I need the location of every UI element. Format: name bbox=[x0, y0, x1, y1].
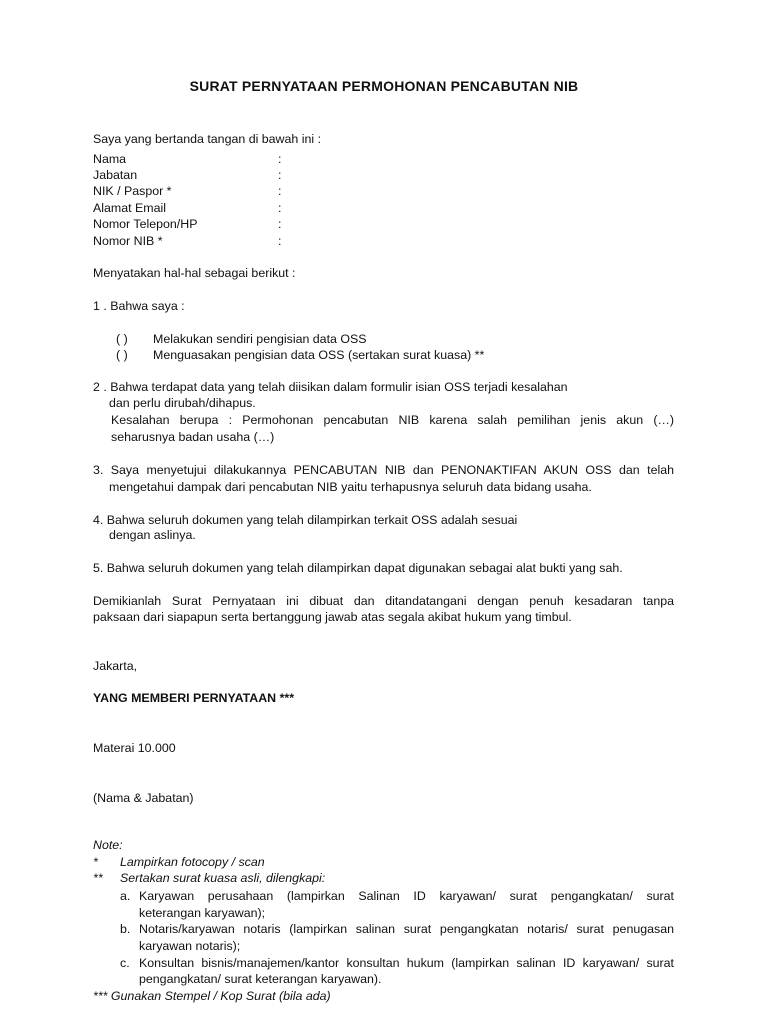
closing-line-1: Demikianlah Surat Pernyataan ini dibuat dan ditandatangani dengan penuh kesadaran tanpa bbox=[93, 594, 674, 608]
note-item-a-line-2: keterangan karyawan); bbox=[139, 906, 266, 920]
statement-intro: Menyatakan hal-hal sebagai berikut : bbox=[93, 266, 296, 280]
field-colon-email: : bbox=[278, 201, 282, 215]
place-text: Jakarta, bbox=[93, 659, 138, 673]
point-3-line-1: 3. Saya menyetujui dilakukannya PENCABUTAN NIB dan PENONAKTIFAN AKUN OSS dan telah bbox=[93, 463, 674, 477]
stamp-text: Materai 10.000 bbox=[93, 741, 176, 755]
note-item-b-line-2: karyawan notaris); bbox=[139, 939, 241, 953]
point-1-text: 1 . Bahwa saya : bbox=[93, 299, 185, 313]
note-3-text: *** Gunakan Stempel / Kop Surat (bila ada) bbox=[93, 989, 331, 1003]
point-2-line-1: 2 . Bahwa terdapat data yang telah diisikan dalam formulir isian OSS terjadi kesalahan bbox=[93, 380, 568, 394]
intro-text: Saya yang bertanda tangan di bawah ini : bbox=[93, 132, 322, 146]
field-colon-nib: : bbox=[278, 234, 282, 248]
point-2-line-2: dan perlu dirubah/dihapus. bbox=[109, 396, 256, 410]
note-item-c-line-2: pengangkatan/ surat keterangan karyawan). bbox=[139, 972, 382, 986]
note-item-b-mark: b. bbox=[120, 922, 131, 936]
point-3-line-2: mengetahui dampak dari pencabutan NIB yaitu terhapusnya seluruh data bidang usaha. bbox=[109, 480, 592, 494]
field-colon-telepon: : bbox=[278, 217, 282, 231]
name-title-text: (Nama & Jabatan) bbox=[93, 791, 194, 805]
note-2-mark: ** bbox=[93, 871, 103, 885]
field-label-telepon: Nomor Telepon/HP bbox=[93, 217, 198, 231]
field-label-email: Alamat Email bbox=[93, 201, 166, 215]
document-title: SURAT PERNYATAAN PERMOHONAN PENCABUTAN NIB bbox=[189, 78, 579, 94]
note-item-c-mark: c. bbox=[120, 956, 130, 970]
option-2-box: ( ) bbox=[116, 348, 128, 362]
field-colon-nik: : bbox=[278, 184, 282, 198]
field-label-nik: NIK / Paspor * bbox=[93, 184, 172, 198]
note-2-text: Sertakan surat kuasa asli, dilengkapi: bbox=[120, 871, 326, 885]
option-2-text: Menguasakan pengisian data OSS (sertakan surat kuasa) ** bbox=[153, 348, 485, 362]
note-item-c-line-1: Konsultan bisnis/manajemen/kantor konsultan hukum (lampirkan salinan ID karyawan/ surat bbox=[139, 956, 674, 970]
notes-heading: Note: bbox=[93, 838, 123, 852]
note-item-a-mark: a. bbox=[120, 889, 131, 903]
note-item-a-line-1: Karyawan perusahaan (lampirkan Salinan ID karyawan/ surat pengangkatan/ surat bbox=[139, 889, 674, 903]
note-item-b-line-1: Notaris/karyawan notaris (lampirkan salinan surat pengangkatan notaris/ surat penugasan bbox=[139, 922, 674, 936]
note-1-text: Lampirkan fotocopy / scan bbox=[120, 855, 265, 869]
point-4-line-2: dengan aslinya. bbox=[109, 528, 196, 542]
point-2-line-4: seharusnya badan usaha (…) bbox=[111, 430, 275, 444]
point-4-line-1: 4. Bahwa seluruh dokumen yang telah dilampirkan terkait OSS adalah sesuai bbox=[93, 513, 518, 527]
option-1-box: ( ) bbox=[116, 332, 128, 346]
field-colon-nama: : bbox=[278, 152, 282, 166]
field-colon-jabatan: : bbox=[278, 168, 282, 182]
option-1-text: Melakukan sendiri pengisian data OSS bbox=[153, 332, 367, 346]
field-label-nama: Nama bbox=[93, 152, 127, 166]
closing-line-2: paksaan dari siapapun serta bertanggung jawab atas segala akibat hukum yang timbul. bbox=[93, 610, 572, 624]
note-1-mark: * bbox=[93, 855, 98, 869]
field-label-jabatan: Jabatan bbox=[93, 168, 138, 182]
point-2-line-3: Kesalahan berupa : Permohonan pencabutan NIB karena salah pemilihan jenis akun (…) bbox=[111, 413, 674, 427]
point-5-text: 5. Bahwa seluruh dokumen yang telah dilampirkan dapat digunakan sebagai alat bukti yang sah. bbox=[93, 561, 623, 575]
signer-label: YANG MEMBERI PERNYATAAN *** bbox=[93, 691, 295, 705]
field-label-nib: Nomor NIB * bbox=[93, 234, 163, 248]
